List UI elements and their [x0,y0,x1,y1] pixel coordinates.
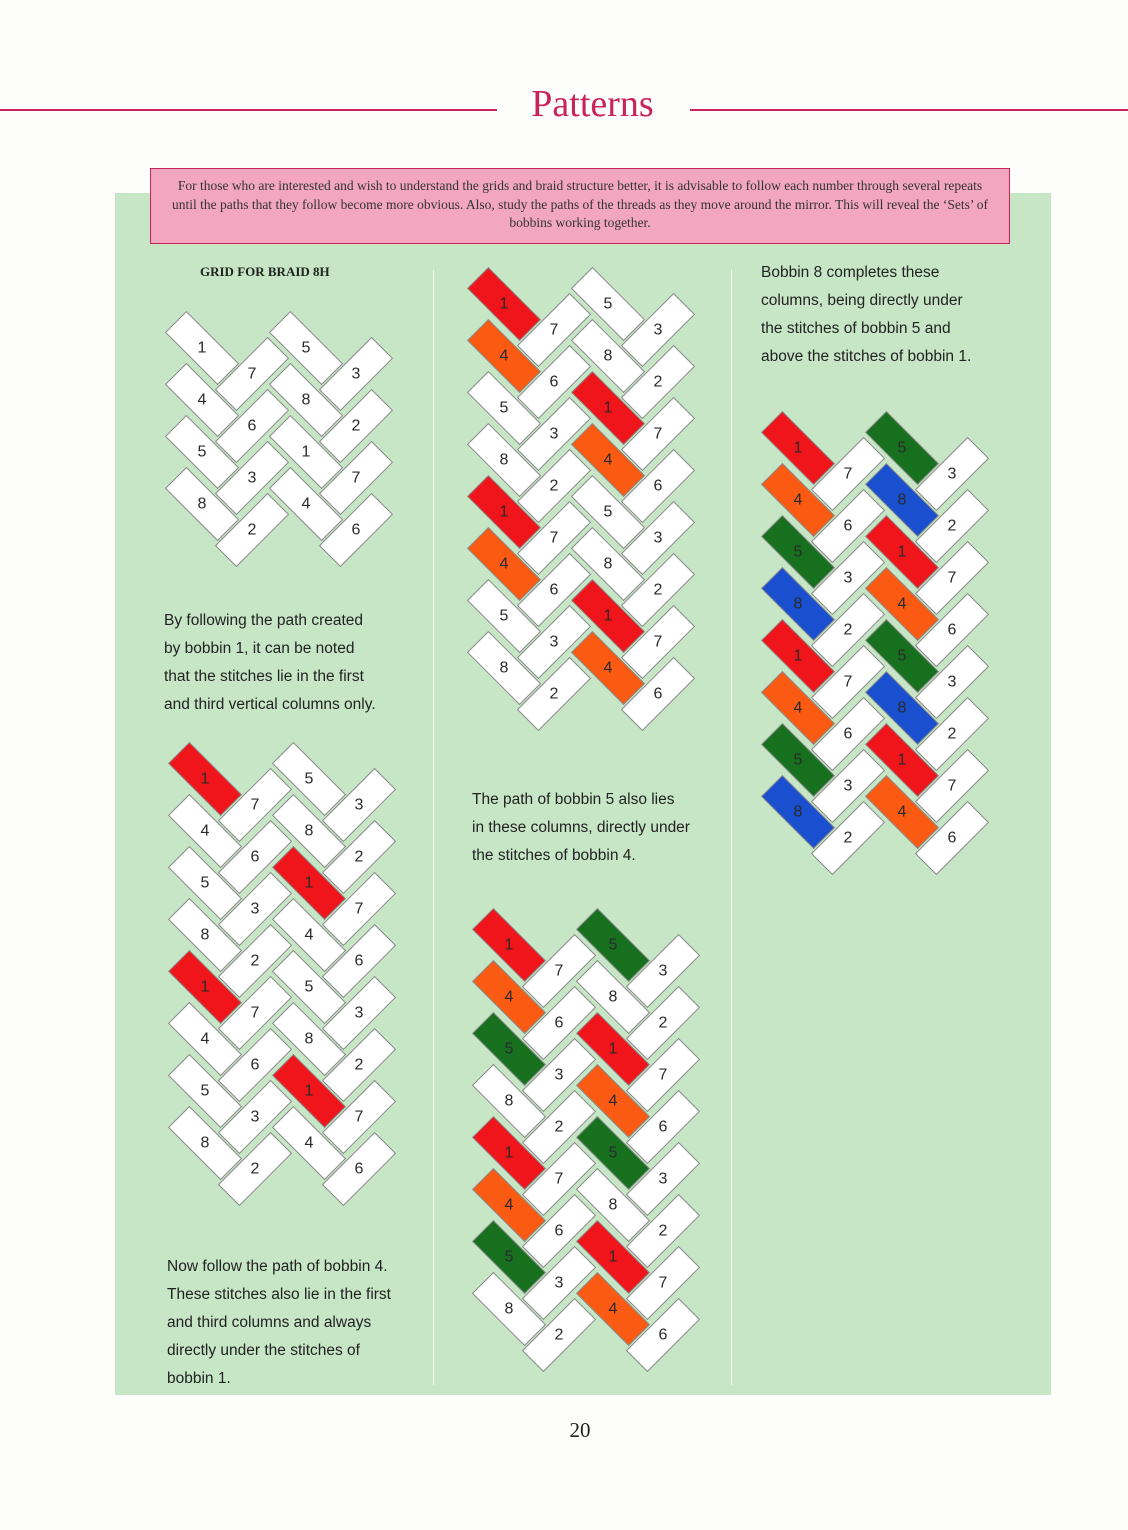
cell-number: 6 [549,373,559,391]
cell-number: 8 [603,347,613,365]
cell-number: 4 [897,803,907,821]
cell-number: 1 [200,770,210,788]
cell-number: 7 [247,365,257,383]
cell-number: 5 [897,439,907,457]
cell-number: 4 [608,1300,618,1318]
grid-bobbin-1 [153,731,423,1231]
grid-bobbin-4 [452,256,722,756]
cell-number: 6 [250,848,260,866]
cell-number: 1 [793,439,803,457]
grid-bobbin-5 [457,897,727,1397]
grid-bobbin-8 [746,400,1016,900]
cell-number: 5 [504,1040,514,1058]
cell-number: 4 [304,926,314,944]
cell-number: 2 [549,477,559,495]
cell-number: 1 [197,339,207,357]
cell-number: 3 [549,425,559,443]
cell-number: 3 [843,569,853,587]
intro-box: For those who are interested and wish to understand the grids and braid structure better, it is advisable to follow each number through several repeats until the paths that they follow become more obvious. Also, study the paths of the threads as they move around the mirror. This will reveal the ‘Sets’ of bobbins working together. [150,168,1010,244]
cell-number: 2 [554,1326,564,1344]
cell-number: 2 [351,417,361,435]
cell-number: 8 [301,391,311,409]
cell-number: 1 [499,295,509,313]
cell-number: 6 [658,1326,668,1344]
page-title: Patterns [531,83,654,125]
cell-number: 7 [843,465,853,483]
cell-number: 3 [247,469,257,487]
paragraph-bobbin-8: Bobbin 8 completes these columns, being directly under the stitches of bobbin 5 and above the stitches of bobbin 1. [761,264,972,365]
grid-label: GRID FOR BRAID 8H [200,264,330,279]
column-divider [731,270,732,1385]
cell-number: 2 [658,1222,668,1240]
cell-number: 7 [250,796,260,814]
cell-number: 8 [793,595,803,613]
cell-number: 1 [504,936,514,954]
cell-number: 2 [354,848,364,866]
cell-number: 6 [658,1118,668,1136]
cell-number: 4 [200,1030,210,1048]
cell-number: 3 [653,529,663,547]
cell-number: 7 [554,1170,564,1188]
cell-number: 6 [653,477,663,495]
cell-number: 2 [549,685,559,703]
cell-number: 8 [504,1092,514,1110]
cell-number: 5 [200,874,210,892]
cell-number: 3 [658,1170,668,1188]
cell-number: 4 [304,1134,314,1152]
cell-number: 4 [200,822,210,840]
cell-number: 6 [947,621,957,639]
cell-number: 5 [793,751,803,769]
cell-number: 7 [351,469,361,487]
cell-number: 2 [250,1160,260,1178]
cell-number: 4 [793,699,803,717]
cell-number: 7 [653,633,663,651]
cell-number: 1 [897,751,907,769]
cell-number: 5 [499,607,509,625]
cell-number: 7 [354,900,364,918]
cell-number: 6 [843,725,853,743]
cell-number: 8 [793,803,803,821]
cell-number: 5 [197,443,207,461]
cell-number: 4 [603,451,613,469]
cell-number: 6 [351,521,361,539]
cell-number: 4 [197,391,207,409]
cell-number: 4 [504,1196,514,1214]
cell-number: 7 [554,962,564,980]
cell-number: 5 [793,543,803,561]
grid-braid-8h [150,300,420,590]
cell-number: 2 [843,621,853,639]
cell-number: 1 [608,1040,618,1058]
cell-number: 3 [250,900,260,918]
cell-number: 5 [304,978,314,996]
cell-number: 4 [897,595,907,613]
paragraph-bobbin-4: Now follow the path of bobbin 4. These stitches also lie in the first and third columns and always directly under the stitches of bobbin 1. [167,1258,391,1387]
cell-number: 3 [354,796,364,814]
cell-number: 4 [504,988,514,1006]
cell-number: 8 [200,926,210,944]
cell-number: 1 [603,399,613,417]
cell-number: 6 [554,1222,564,1240]
cell-number: 8 [897,491,907,509]
cell-number: 7 [658,1274,668,1292]
cell-number: 5 [608,1144,618,1162]
cell-number: 3 [658,962,668,980]
cell-number: 6 [843,517,853,535]
cell-number: 6 [354,1160,364,1178]
cell-number: 7 [549,529,559,547]
cell-number: 2 [947,517,957,535]
cell-number: 8 [200,1134,210,1152]
cell-number: 6 [554,1014,564,1032]
cell-number: 8 [499,659,509,677]
cell-number: 3 [554,1274,564,1292]
cell-number: 6 [549,581,559,599]
cell-number: 6 [354,952,364,970]
cell-number: 2 [658,1014,668,1032]
cell-number: 3 [947,673,957,691]
cell-number: 6 [653,685,663,703]
cell-number: 3 [843,777,853,795]
cell-number: 1 [897,543,907,561]
cell-number: 5 [504,1248,514,1266]
cell-number: 5 [301,339,311,357]
cell-number: 6 [250,1056,260,1074]
paragraph-bobbin-1: By following the path created by bobbin 1, it can be noted that the stitches lie in the first and third vertical columns only. [164,612,376,713]
cell-number: 2 [653,581,663,599]
cell-number: 3 [250,1108,260,1126]
cell-number: 2 [653,373,663,391]
cell-number: 2 [250,952,260,970]
cell-number: 1 [304,1082,314,1100]
cell-number: 8 [197,495,207,513]
page-number: 20 [569,1418,591,1442]
cell-number: 7 [549,321,559,339]
paragraph-bobbin-5: The path of bobbin 5 also lies in these columns, directly under the stitches of bobbin 4. [472,791,690,864]
cell-number: 7 [653,425,663,443]
cell-number: 1 [603,607,613,625]
cell-number: 4 [793,491,803,509]
cell-number: 8 [608,988,618,1006]
cell-number: 1 [504,1144,514,1162]
header-rule-left [0,109,497,111]
cell-number: 3 [354,1004,364,1022]
cell-number: 3 [549,633,559,651]
cell-number: 8 [897,699,907,717]
cell-number: 4 [301,495,311,513]
cell-number: 1 [608,1248,618,1266]
cell-number: 1 [200,978,210,996]
cell-number: 6 [247,417,257,435]
cell-number: 3 [947,465,957,483]
cell-number: 2 [947,725,957,743]
cell-number: 7 [947,777,957,795]
cell-number: 5 [304,770,314,788]
cell-number: 2 [247,521,257,539]
cell-number: 7 [843,673,853,691]
cell-number: 7 [947,569,957,587]
cell-number: 1 [301,443,311,461]
cell-number: 8 [304,1030,314,1048]
cell-number: 7 [354,1108,364,1126]
cell-number: 7 [658,1066,668,1084]
cell-number: 3 [351,365,361,383]
column-divider [433,270,434,1385]
cell-number: 4 [499,555,509,573]
cell-number: 8 [608,1196,618,1214]
cell-number: 2 [843,829,853,847]
cell-number: 5 [608,936,618,954]
cell-number: 5 [603,295,613,313]
cell-number: 3 [554,1066,564,1084]
cell-number: 4 [499,347,509,365]
cell-number: 4 [608,1092,618,1110]
cell-number: 5 [499,399,509,417]
cell-number: 3 [653,321,663,339]
cell-number: 1 [499,503,509,521]
cell-number: 6 [947,829,957,847]
cell-number: 2 [554,1118,564,1136]
cell-number: 8 [603,555,613,573]
cell-number: 8 [499,451,509,469]
cell-number: 8 [304,822,314,840]
cell-number: 7 [250,1004,260,1022]
header-rule-right [690,109,1128,111]
cell-number: 1 [793,647,803,665]
cell-number: 5 [897,647,907,665]
cell-number: 1 [304,874,314,892]
cell-number: 8 [504,1300,514,1318]
cell-number: 5 [603,503,613,521]
cell-number: 4 [603,659,613,677]
cell-number: 2 [354,1056,364,1074]
cell-number: 5 [200,1082,210,1100]
